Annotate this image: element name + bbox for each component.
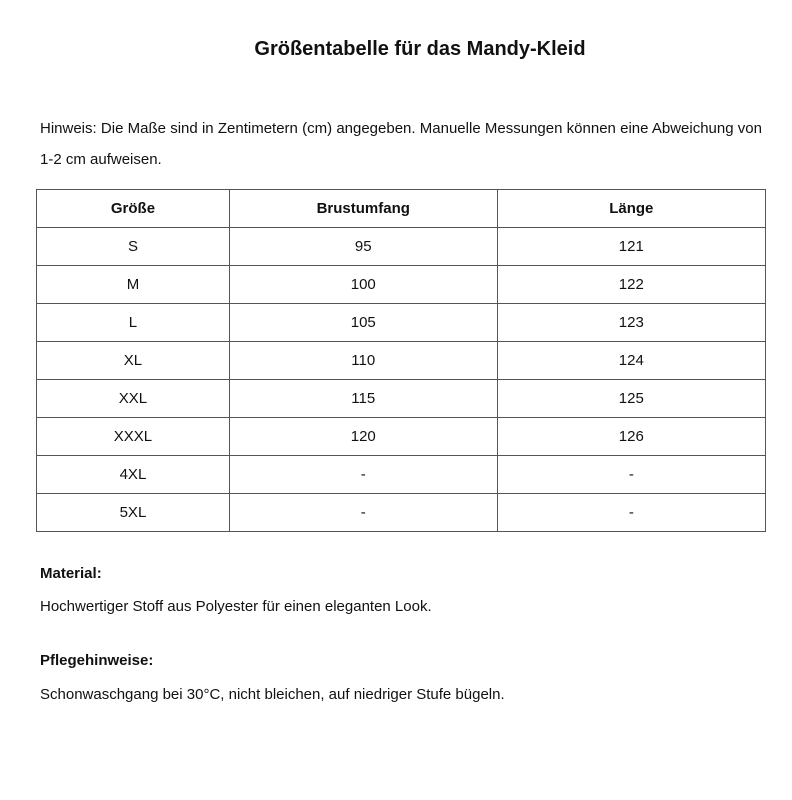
cell-bust: - xyxy=(229,456,497,494)
cell-length: 122 xyxy=(497,266,765,304)
size-table xyxy=(36,189,766,532)
cell-length: - xyxy=(497,456,765,494)
table-row xyxy=(37,380,766,418)
cell-size: XXXL xyxy=(37,418,230,456)
cell-bust: 115 xyxy=(229,380,497,418)
cell-bust: 110 xyxy=(229,342,497,380)
cell-size: 5XL xyxy=(37,494,230,532)
table-row xyxy=(37,342,766,380)
measurement-note: Hinweis: Die Maße sind in Zentimetern (cm) angegeben. Manuelle Messungen können eine Abweichung von 1-2 cm aufweisen. xyxy=(40,120,762,168)
cell-bust: 105 xyxy=(229,304,497,342)
care-heading: Pflegehinweise: xyxy=(40,652,154,669)
cell-length: 124 xyxy=(497,342,765,380)
table-row xyxy=(37,304,766,342)
table-header-row xyxy=(37,190,766,228)
page-title: Größentabelle für das Mandy-Kleid xyxy=(254,38,586,60)
cell-size: XL xyxy=(37,342,230,380)
cell-bust: 120 xyxy=(229,418,497,456)
cell-size: XXL xyxy=(37,380,230,418)
cell-bust: 100 xyxy=(229,266,497,304)
cell-length: 123 xyxy=(497,304,765,342)
cell-length: 126 xyxy=(497,418,765,456)
cell-size: M xyxy=(37,266,230,304)
table-row xyxy=(37,266,766,304)
table-row xyxy=(37,418,766,456)
cell-size: 4XL xyxy=(37,456,230,494)
care-text: Schonwaschgang bei 30°C, nicht bleichen, auf niedriger Stufe bügeln. xyxy=(40,686,505,703)
table-row xyxy=(37,456,766,494)
cell-size: S xyxy=(37,228,230,266)
header-size: Größe xyxy=(37,190,230,228)
cell-size: L xyxy=(37,304,230,342)
header-bust: Brustumfang xyxy=(229,190,497,228)
cell-length: 121 xyxy=(497,228,765,266)
header-length: Länge xyxy=(497,190,765,228)
cell-bust: - xyxy=(229,494,497,532)
cell-length: 125 xyxy=(497,380,765,418)
material-text: Hochwertiger Stoff aus Polyester für einen eleganten Look. xyxy=(40,598,432,615)
cell-bust: 95 xyxy=(229,228,497,266)
material-heading: Material: xyxy=(40,565,102,582)
table-row xyxy=(37,228,766,266)
table-row xyxy=(37,494,766,532)
cell-length: - xyxy=(497,494,765,532)
